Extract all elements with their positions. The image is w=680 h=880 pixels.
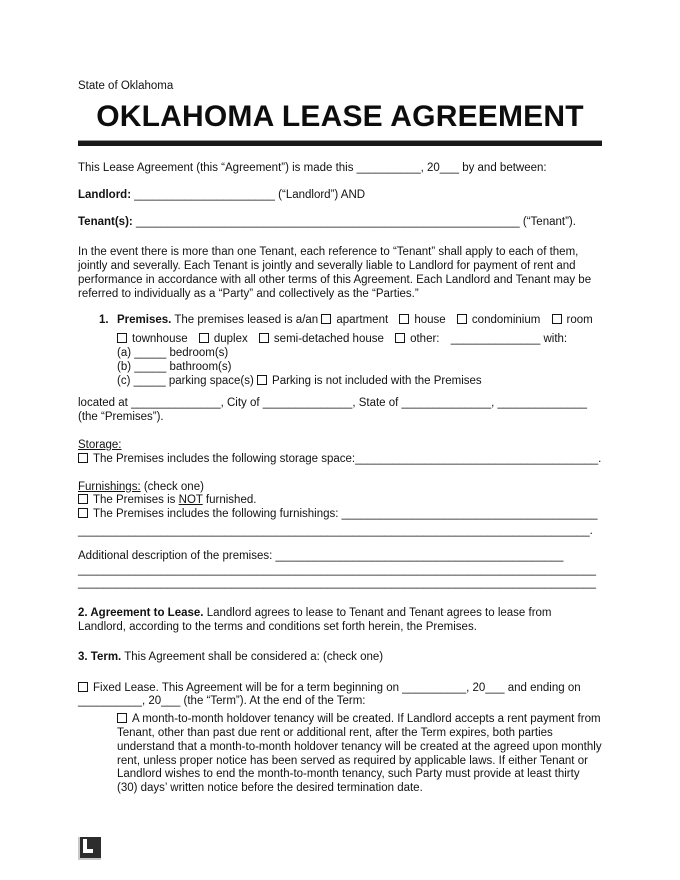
premises-type-row-1 [99, 314, 602, 328]
bathrooms-blank[interactable]: _____ [134, 360, 167, 373]
checkbox-house[interactable] [399, 314, 409, 324]
furnishings-block [78, 481, 602, 539]
option-label-house: house [414, 314, 446, 327]
option-label-townhouse: townhouse [132, 333, 188, 346]
bathrooms-line [117, 361, 602, 375]
title-rule [78, 140, 602, 146]
parking-line [117, 375, 602, 389]
fixed-lease-block [78, 682, 602, 796]
checkbox-not-furnished[interactable] [78, 494, 88, 504]
option-label-room: room [566, 314, 593, 327]
holdover-text: A month-to-month holdover tenancy will be created. If Landlord accepts a rent payment from Tenant, other than past due rent or additional rent, after the Term expires, both parties understand that a month-to-month holdover tenancy will be created at the agreed upon monthly rent, unless proper notice has been served as required by applicable laws. If either Tenant or Landlord wishes to end the month-to-month tenancy, such Party must provide at least thirty (30) days’ written notice before the desired termination date. [117, 713, 602, 795]
option-label-condominium: condominium [471, 314, 541, 327]
option-label-semi-detached-house: semi-detached house [273, 333, 384, 346]
item-c-label: (c) [117, 374, 131, 387]
checkbox-storage-included[interactable] [78, 453, 88, 463]
furnishings-heading-line [78, 481, 602, 495]
checkbox-fixed-lease[interactable] [78, 682, 88, 692]
bedrooms-blank[interactable]: _____ [134, 346, 167, 359]
item-b-label: (b) [117, 360, 132, 373]
parking-note: Parking is not included with the Premises [272, 374, 482, 387]
landlord-suffix: (“Landlord”) AND [278, 188, 366, 201]
furnishings-heading: Furnishings: [78, 480, 141, 493]
premises-type-row-2 [117, 333, 602, 347]
additional-description-label: Additional description of the premises: [78, 549, 273, 562]
furnishings-option-2-label: The Premises includes the following furnishings: [93, 508, 339, 521]
checkbox-holdover-tenancy[interactable] [117, 713, 127, 723]
item-a-label: (a) [117, 346, 132, 359]
other-label: other: [410, 333, 440, 346]
not-furnished-prefix: The Premises is [93, 494, 176, 507]
with-label: with: [543, 333, 568, 346]
located-line: located at ______________, City of ______________, State of ______________, ______________ [78, 397, 588, 410]
section-term [78, 651, 602, 665]
legal-templates-logo-icon [78, 837, 101, 860]
landlord-label: Landlord: [78, 188, 132, 201]
checkbox-semi-detached-house[interactable] [259, 333, 269, 343]
section-agreement-to-lease [78, 607, 602, 635]
parking-text: parking space(s) [168, 374, 254, 387]
bathrooms-text: bathroom(s) [169, 360, 232, 373]
bedrooms-text: bedroom(s) [169, 346, 229, 359]
premises-lead: The premises leased is a/an [174, 314, 319, 327]
term-heading: 3. Term. [78, 650, 122, 663]
bedrooms-line [117, 347, 602, 361]
storage-option-line [78, 453, 602, 467]
furnishings-option-2 [78, 508, 602, 522]
not-word: NOT [178, 494, 203, 507]
joint-paragraph: In the event there is more than one Tenant, each reference to “Tenant” shall apply to each of them, jointly and severally. Each Tenant is jointly and severally liable to Landlord for payment of rent and performance in accordance with all other terms of this Agreement. Each Landlord and Tenant may be referred to individually as a “Party” and collectively as the “Parties.” [78, 246, 592, 300]
term-text: This Agreement shall be considered a: (check one) [124, 650, 384, 663]
state-label: State of Oklahoma [78, 80, 174, 92]
additional-description-line-2[interactable]: _________________________________________________________________________________ [78, 563, 597, 576]
additional-description-blank[interactable]: _____________________________________________ [275, 549, 564, 562]
additional-description-line [78, 550, 602, 564]
checkbox-furnishings-included[interactable] [78, 508, 88, 518]
option-label-apartment: apartment [336, 314, 389, 327]
checkbox-condominium[interactable] [457, 314, 467, 324]
made-line: This Lease Agreement (this “Agreement”) is made this __________, 20___ by and between: [78, 161, 547, 174]
agreement-heading: 2. Agreement to Lease. [78, 607, 204, 620]
premises-heading: Premises. [117, 314, 172, 327]
tenant-line [78, 216, 602, 230]
additional-description-line-3[interactable]: _________________________________________________________________________________ [78, 577, 597, 590]
furnishings-blank[interactable]: ________________________________________ [341, 508, 598, 521]
option-label-duplex: duplex [213, 333, 248, 346]
fixed-lease-line-1 [78, 682, 602, 696]
checkbox-parking-not-included[interactable] [257, 375, 267, 385]
other-type-blank[interactable]: ______________ [450, 333, 541, 346]
landlord-line [78, 189, 602, 203]
checkbox-duplex[interactable] [199, 333, 209, 343]
landlord-name-blank[interactable]: ______________________ [134, 188, 275, 201]
additional-description-block [78, 550, 602, 591]
fixed-lease-line-2: __________, 20___ (the “Term”). At the end of the Term: [78, 695, 366, 708]
tenant-label: Tenant(s): [78, 216, 133, 229]
parking-blank[interactable]: _____ [133, 374, 166, 387]
page-title: OKLAHOMA LEASE AGREEMENT [96, 99, 584, 133]
storage-space-blank[interactable]: ______________________________________. [355, 452, 602, 465]
premises-number: 1. [99, 314, 109, 327]
located-suffix: (the “Premises”). [78, 411, 164, 424]
tenant-name-blank[interactable]: ____________________________________________________________ [135, 216, 520, 229]
checkbox-townhouse[interactable] [117, 333, 127, 343]
storage-block [78, 439, 602, 467]
located-block [78, 397, 602, 425]
fixed-lease-text-1: Fixed Lease. This Agreement will be for a term beginning on __________, 20___ and ending on [93, 681, 581, 694]
tenant-suffix: (“Tenant”). [522, 216, 576, 229]
furnishings-check-one: (check one) [143, 480, 204, 493]
furnishings-option-1 [78, 494, 602, 508]
checkbox-room[interactable] [552, 314, 562, 324]
furnishings-continuation-line[interactable]: ________________________________________________________________________________. [78, 524, 593, 537]
storage-heading: Storage: [78, 438, 122, 451]
checkbox-other[interactable] [395, 333, 405, 343]
holdover-clause [117, 713, 602, 796]
checkbox-apartment[interactable] [321, 314, 331, 324]
not-furnished-suffix: furnished. [205, 494, 257, 507]
storage-option-text: The Premises includes the following storage space: [93, 452, 356, 465]
agreement-text: Landlord agrees to lease to Tenant and Tenant agrees to lease from Landlord, according to the terms and conditions set forth herein, the Premises. [78, 607, 552, 633]
section-premises [99, 314, 602, 388]
